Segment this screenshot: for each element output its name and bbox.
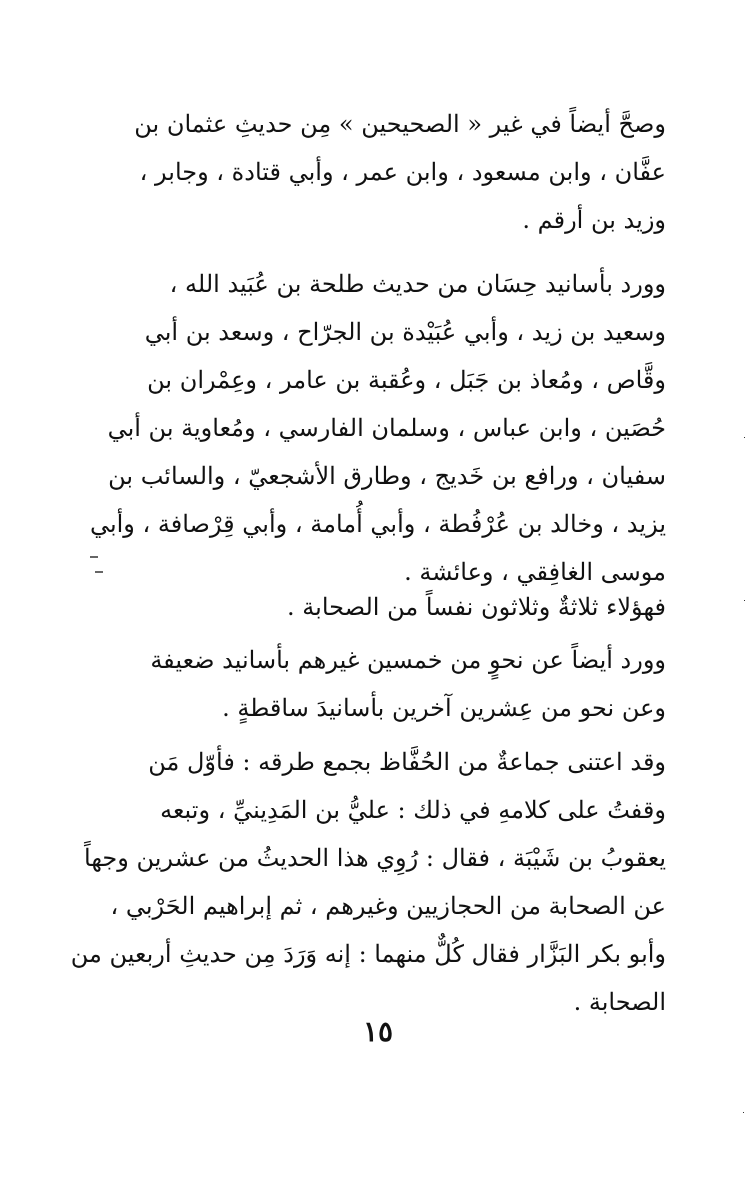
text-line: سفيان ، ورافع بن خَديج ، وطارق الأشجعيّ ، والسائب بن [108, 462, 666, 490]
text-line: وورد أيضاً عن نحوٍ من خمسين غيرهم بأسانيد ضعيفة [150, 646, 666, 674]
text-line: وقد اعتنى جماعةٌ من الحُفَّاظ بجمع طرقه : فأوّل مَن [148, 748, 666, 776]
page-number: ١٥ [362, 1015, 394, 1048]
text-line: وعن نحو من عِشرين آخرين بأسانيدَ ساقطةٍ . [222, 694, 666, 722]
text-line: وورد بأسانيد حِسَان من حديث طلحة بن عُبَيد الله ، [169, 270, 666, 298]
scan-speck [744, 437, 745, 438]
text-line: عن الصحابة من الحجازيين وغيرهم ، ثم إبراهيم الحَرْبي ، [110, 892, 666, 920]
paragraph-2 [66, 260, 666, 596]
text-line: موسى الغافِقي ، وعائشة . [404, 558, 666, 586]
text-line: وقفتُ على كلامهِ في ذلك : عليُّ بن المَدِينيِّ ، وتبعه [160, 796, 666, 824]
text-line: حُصَين ، وابن عباس ، وسلمان الفارسي ، ومُعاوية بن أبي [107, 414, 666, 442]
scan-speck [743, 1112, 744, 1113]
text-line: عفَّان ، وابن مسعود ، وابن عمر ، وأبي قتادة ، وجابر ، [139, 158, 666, 186]
paragraph-1 [66, 100, 666, 244]
paragraph-4 [66, 636, 666, 732]
paragraph-5 [66, 738, 666, 1026]
scan-speck [90, 556, 98, 558]
paragraph-3 [66, 583, 666, 631]
text-line: يعقوبُ بن شَيْبَة ، فقال : رُوِي هذا الحديثُ من عشرين وجهاً [84, 844, 666, 872]
text-line: وقَّاص ، ومُعاذ بن جَبَل ، وعُقبة بن عامر ، وعِمْران بن [147, 366, 666, 394]
text-line: يزيد ، وخالد بن عُرْفُطة ، وأبي أُمامة ، وأبي قِرْصافة ، وأبي [89, 510, 666, 538]
text-line: وأبو بكر البَزَّار فقال كُلٌّ منهما : إنه وَرَدَ مِن حديثِ أربعين من [70, 940, 666, 968]
text-line: الصحابة . [573, 988, 666, 1016]
text-line: وصحَّ أيضاً في غير « الصحيحين » مِن حديثِ عثمان بن [134, 110, 666, 138]
scan-speck [95, 571, 103, 573]
text-line: وزيد بن أرقم . [522, 206, 666, 234]
scan-speck [744, 600, 745, 601]
text-line: فهؤلاء ثلاثةٌ وثلاثون نفساً من الصحابة . [287, 593, 666, 621]
text-line: وسعيد بن زيد ، وأبي عُبَيْدة بن الجرّاح ، وسعد بن أبي [144, 318, 666, 346]
